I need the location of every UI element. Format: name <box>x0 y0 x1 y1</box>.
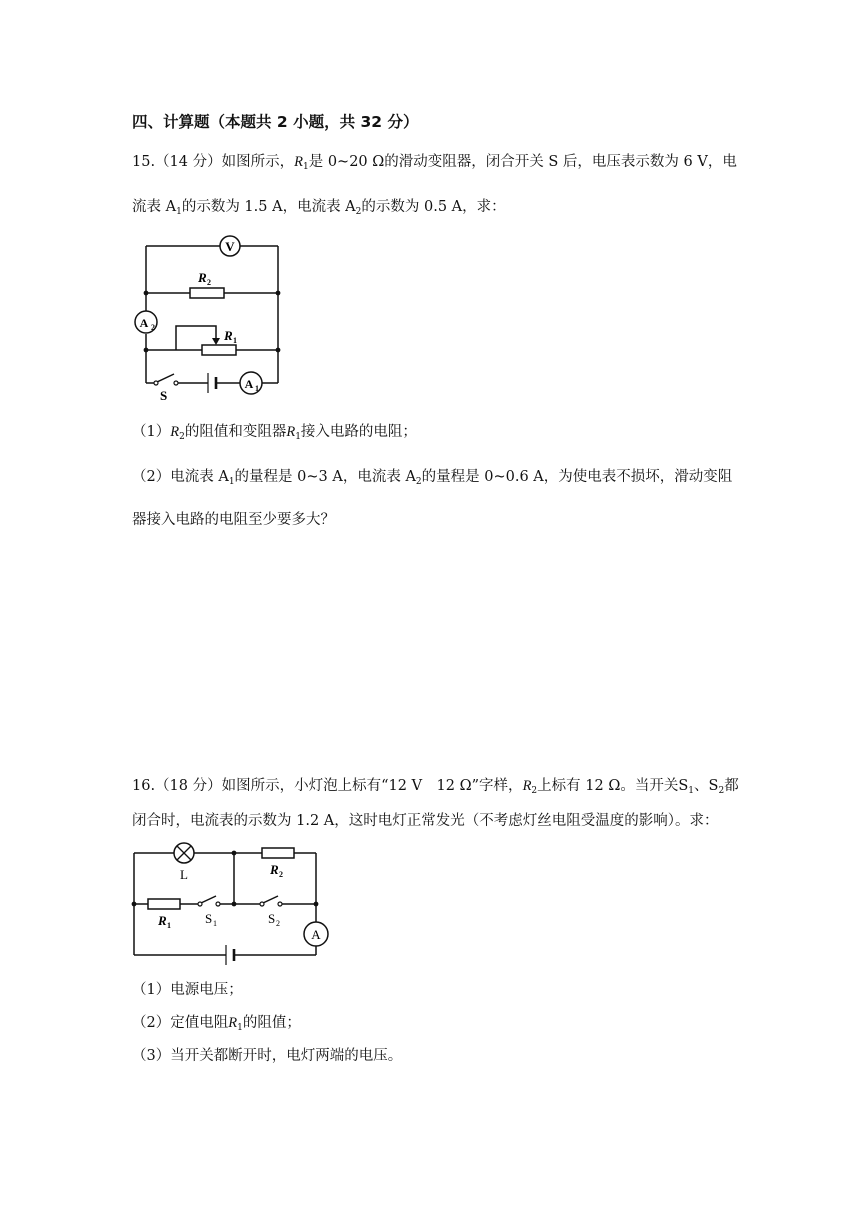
q16-sub-2 <box>132 1013 301 1038</box>
q15-sub1-prefix: （1） <box>132 424 171 440</box>
q15-r1-sub: 1 <box>302 162 309 172</box>
q15-sub-2-cont: 器接入电路的电阻至少要多大？ <box>132 512 335 528</box>
q16-line-1 <box>132 776 739 801</box>
q16-s1-sub: 1 <box>688 786 695 796</box>
q15-line-1 <box>132 152 737 177</box>
q15-sub2-c: 的量程是 0~0.6 A，为使电表不损坏，滑动变阻 <box>421 469 733 485</box>
r2-label-sub: 2 <box>279 870 283 879</box>
q15-text-2a: 流表 A <box>132 199 177 215</box>
svg-text:V: V <box>225 239 235 254</box>
lamp-label: L <box>180 867 188 882</box>
s1-label-sub: 1 <box>213 919 217 928</box>
q16-text-1a: 16.（18 分）如图所示，小灯泡上标有“12 V 12 Ω”字样， <box>132 778 523 794</box>
q15-sub1-end: 接入电路的电阻； <box>300 424 417 440</box>
q15-a1-sub: 1 <box>176 207 182 217</box>
switch-label: S <box>160 388 168 403</box>
r2-label-sub: 2 <box>207 278 211 287</box>
section-heading: 四、计算题（本题共 2 小题，共 32 分） <box>132 113 419 131</box>
r1-label-sub: 1 <box>233 336 237 345</box>
q16-sub2-b: 的阻值； <box>242 1015 301 1031</box>
q15-sub1-r2: R <box>170 424 180 440</box>
q15-circuit-diagram <box>128 228 288 403</box>
lamp-icon <box>174 843 194 863</box>
q16-sub2-r1-sub: 1 <box>237 1023 243 1033</box>
q16-r2-symbol: R <box>522 778 532 794</box>
s1-label: S <box>205 911 213 926</box>
q16-text-1b: 上标有 12 Ω。当开关S <box>537 778 689 794</box>
q15-sub1-r1-sub: 1 <box>295 432 301 442</box>
q15-text-2b: 的示数为 1.5 A，电流表 A <box>181 199 356 215</box>
q16-text-1d: 都 <box>724 778 739 794</box>
q16-line-2: 闭合时，电流表的示数为 1.2 A，这时电灯正常发光（不考虑灯丝电阻受温度的影响）。求： <box>132 813 719 829</box>
ammeter-a1-icon <box>240 372 262 394</box>
q15-text-2c: 的示数为 0.5 A，求： <box>361 199 506 215</box>
q15-text-1: 是 0~20 Ω的滑动变阻器，闭合开关 S 后，电压表示数为 6 V，电 <box>308 154 737 170</box>
q16-sub-1: （1）电源电压； <box>132 982 243 998</box>
q15-sub2-a: （2）电流表 A <box>132 469 229 485</box>
r1-label: R <box>158 913 167 928</box>
q15-sub2-a1-sub: 1 <box>228 477 235 487</box>
voltmeter-icon <box>220 236 240 256</box>
svg-text:A: A <box>139 316 149 330</box>
svg-text:1: 1 <box>255 384 259 393</box>
s2-label: S <box>268 911 276 926</box>
r2-label: R <box>270 862 279 877</box>
q15-line-2 <box>132 197 506 222</box>
r2-label: R <box>198 270 207 285</box>
ammeter-a2-icon <box>135 311 157 333</box>
q16-sub2-a: （2）定值电阻 <box>132 1015 229 1031</box>
svg-text:A: A <box>244 377 254 391</box>
ammeter-icon <box>304 922 328 946</box>
r1-label: R <box>224 328 233 343</box>
svg-text:2: 2 <box>151 323 155 332</box>
s2-label-sub: 2 <box>276 919 280 928</box>
q16-text-1c: 、S <box>694 778 719 794</box>
q15-sub1-r2-sub: 2 <box>179 432 185 442</box>
q16-sub-3: （3）当开关都断开时，电灯两端的电压。 <box>132 1048 403 1064</box>
svg-text:A: A <box>311 927 321 942</box>
q15-sub2-b: 的量程是 0~3 A，电流表 A <box>234 469 416 485</box>
q15-sub1-r1: R <box>286 424 296 440</box>
q16-r2-sub: 2 <box>531 786 538 796</box>
q15-sub-1 <box>132 422 417 447</box>
q15-sub-2 <box>132 467 732 492</box>
q16-s2-sub: 2 <box>718 786 725 796</box>
q15-sub1-mid: 的阻值和变阻器 <box>184 424 287 440</box>
q16-circuit-diagram <box>128 838 333 973</box>
q15-number: 15.（14 分）如图所示， <box>132 154 295 170</box>
r1-label-sub: 1 <box>167 921 171 930</box>
q15-sub2-a2-sub: 2 <box>415 477 422 487</box>
q15-a2-sub: 2 <box>355 207 362 217</box>
q16-sub2-r1: R <box>228 1015 238 1031</box>
q15-r1-symbol: R <box>294 154 303 170</box>
